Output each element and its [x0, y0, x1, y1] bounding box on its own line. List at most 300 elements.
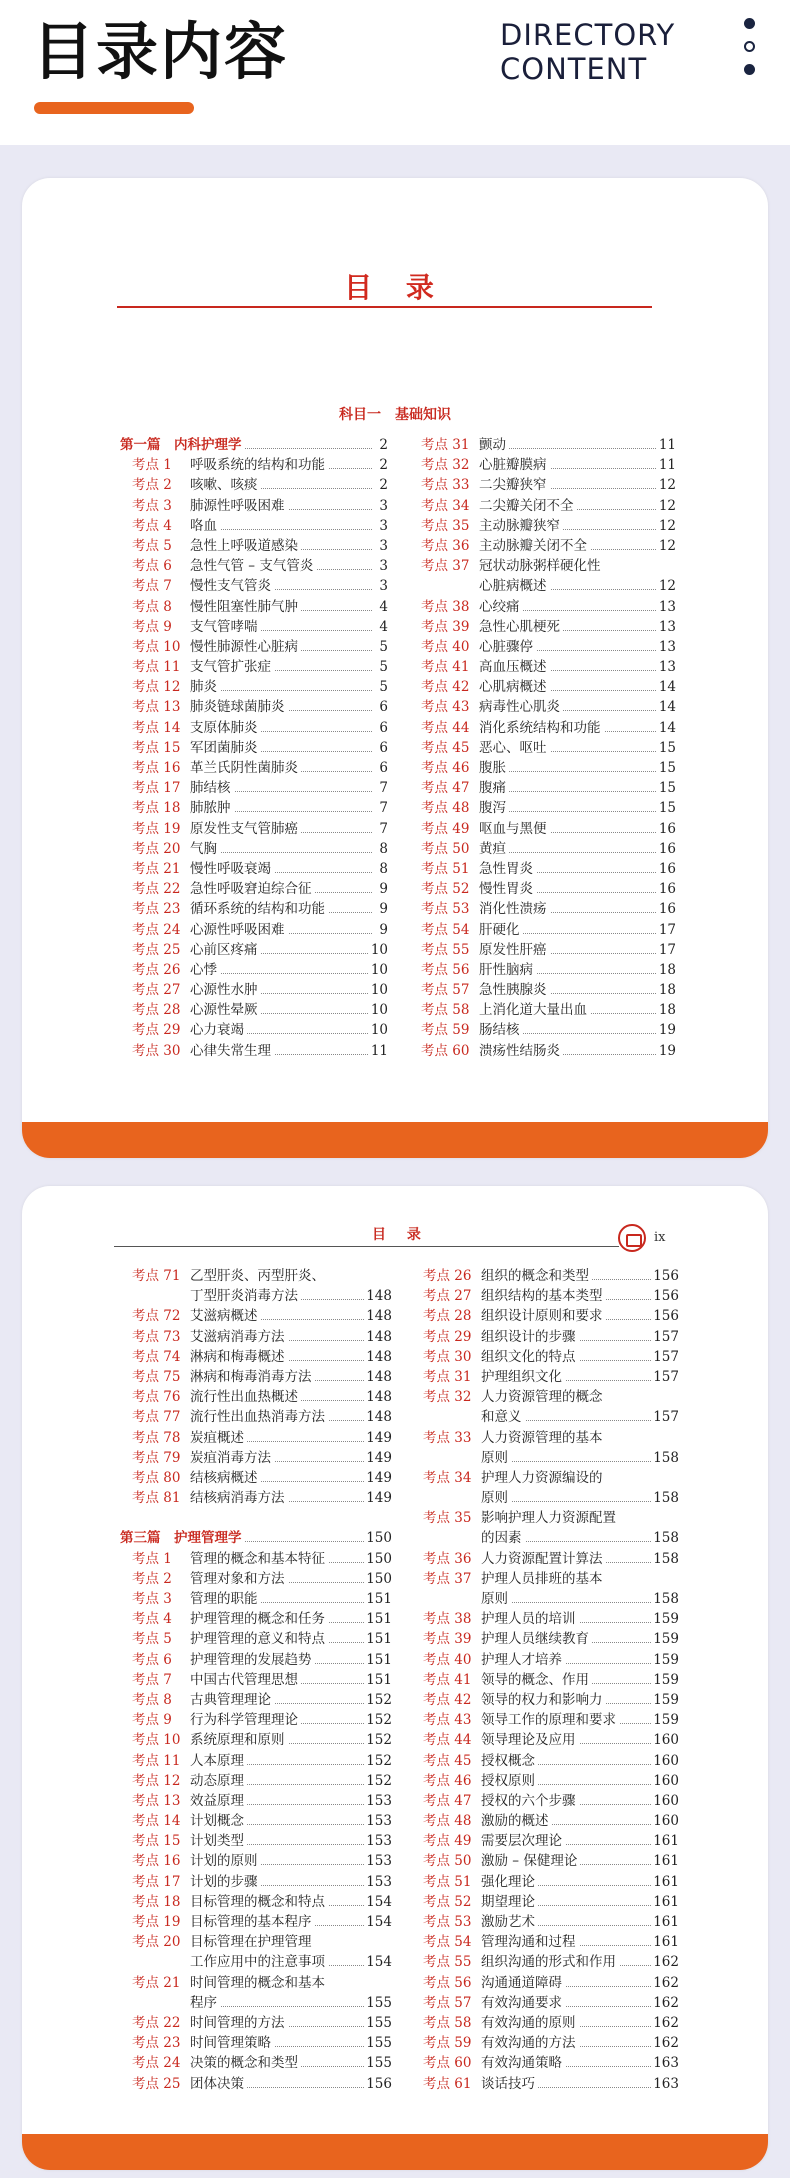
toc-row: [411, 1609, 679, 1629]
toc-topic: 授权概念: [481, 1753, 538, 1769]
toc-row: [409, 576, 676, 596]
toc-topic: 肺炎: [190, 679, 220, 695]
toc-topic: 肠结核: [479, 1022, 523, 1038]
toc-page-number: 157: [651, 1347, 679, 1367]
toc-topic: 呕血与黑便: [479, 821, 550, 837]
toc-page-number: 154: [364, 1952, 392, 1972]
toc-row: [120, 980, 388, 1000]
toc-row: [409, 455, 676, 475]
toc-point-number: 考点 34: [421, 497, 470, 514]
toc-page-number: 15: [657, 758, 676, 778]
toc-row: [120, 1730, 392, 1750]
toc-topic: 内科护理学: [174, 437, 245, 453]
toc-topic: [190, 1510, 193, 1526]
toc-topic: 肺炎链球菌肺炎: [190, 699, 288, 715]
toc-page-number: 160: [651, 1771, 679, 1791]
toc-page-number: 11: [369, 1041, 388, 1061]
toc-row: [120, 1993, 392, 2013]
toc-row: [411, 1710, 679, 1730]
toc-topic: 和意义: [481, 1409, 525, 1425]
toc-point-number: 第三篇: [120, 1530, 161, 1547]
toc-topic: 原发性肝癌: [479, 942, 550, 958]
toc-point-number: 考点 4: [132, 517, 172, 534]
toc-page-number: 148: [364, 1286, 392, 1306]
toc-point-number: 考点 28: [132, 1002, 181, 1019]
toc-page-number: 9: [377, 879, 388, 899]
toc-topic: 时间管理的概念和基本: [190, 1975, 328, 1991]
toc-row: [120, 1609, 392, 1629]
toc-row: [409, 1000, 676, 1020]
toc-page-number: 159: [651, 1629, 679, 1649]
toc-row: [120, 1650, 392, 1670]
toc-topic: 革兰氏阴性菌肺炎: [190, 760, 301, 776]
toc-page-number: 150: [364, 1569, 392, 1589]
toc-topic: 人力资源管理的概念: [481, 1389, 606, 1405]
footer-band: [22, 2134, 768, 2170]
toc-row: [120, 1428, 392, 1448]
toc-point-number: 考点 47: [421, 780, 470, 797]
toc-topic: 炭疽概述: [190, 1430, 247, 1446]
toc-topic: 慢性支气管炎: [190, 578, 274, 594]
toc-row: [120, 1851, 392, 1871]
toc-topic: 支原体肺炎: [190, 720, 261, 736]
toc-page-number: 5: [377, 677, 388, 697]
toc-point-number: 考点 56: [421, 961, 470, 978]
toc-point-number: 考点 8: [132, 598, 172, 615]
toc-page-number: 10: [369, 1000, 388, 1020]
toc-page-number: 10: [369, 940, 388, 960]
toc-topic: 期望理论: [481, 1894, 538, 1910]
toc-topic: 溃疡性结肠炎: [479, 1043, 563, 1059]
toc-point-number: 考点 45: [421, 739, 470, 756]
toc-topic: 工作应用中的注意事项: [190, 1954, 328, 1970]
toc-page-number: 163: [651, 2053, 679, 2073]
toc-row: [120, 940, 388, 960]
toc-topic: 护理管理的意义和特点: [190, 1631, 328, 1647]
toc-topic: 流行性出血热消毒方法: [190, 1409, 328, 1425]
toc-page-number: 151: [364, 1609, 392, 1629]
toc-page-number: 150: [364, 1549, 392, 1569]
toc-page-number: 148: [364, 1387, 392, 1407]
toc-point-number: 考点 18: [132, 1893, 181, 1910]
title-rule: [117, 306, 652, 308]
toc-row: [411, 1650, 679, 1670]
toc-point-number: 考点 31: [421, 437, 470, 453]
toc-page-number: 153: [364, 1831, 392, 1851]
toc-column-right: [411, 1266, 679, 2094]
toc-point-number: 考点 60: [421, 1042, 470, 1059]
toc-point-number: 考点 71: [132, 1268, 181, 1284]
toc-topic: 急性呼吸窘迫综合征: [190, 881, 315, 897]
toc-point-number: 考点 29: [423, 1328, 472, 1345]
toc-row: [411, 1569, 679, 1589]
toc-point-number: 考点 45: [423, 1752, 472, 1769]
toc-point-number: 考点 21: [132, 860, 181, 877]
toc-row: [411, 1347, 679, 1367]
toc-page-number: 156: [651, 1286, 679, 1306]
toc-topic: 领导的权力和影响力: [481, 1692, 606, 1708]
toc-row: [120, 960, 388, 980]
toc-topic: 护理管理的发展趋势: [190, 1652, 315, 1668]
toc-topic: 上消化道大量出血: [479, 1002, 590, 1018]
toc-point-number: 考点 38: [421, 598, 470, 615]
toc-page-number: 6: [377, 697, 388, 717]
toc-row: [120, 637, 388, 657]
toc-topic: 组织结构的基本类型: [481, 1288, 606, 1304]
toc-row: [409, 536, 676, 556]
toc-point-number: 考点 24: [132, 921, 181, 938]
toc-page-number: 151: [364, 1629, 392, 1649]
toc-point-number: 考点 15: [132, 1833, 181, 1850]
toc-row: [120, 697, 388, 717]
toc-page-number: 18: [657, 960, 676, 980]
toc-page-number: 149: [364, 1428, 392, 1448]
toc-point-number: 考点 41: [423, 1671, 472, 1688]
toc-topic: 恶心、呕吐: [479, 740, 550, 756]
toc-page-number: 155: [364, 2013, 392, 2033]
toc-point-number: 考点 13: [132, 699, 181, 716]
toc-page-number: 158: [651, 1528, 679, 1548]
toc-page-number: 151: [364, 1650, 392, 1670]
toc-row: [411, 2033, 679, 2053]
toc-topic: 黄疸: [479, 841, 509, 857]
toc-row: [411, 1993, 679, 2013]
toc-topic: 急性心肌梗死: [479, 619, 563, 635]
toc-point-number: 考点 26: [423, 1268, 472, 1284]
toc-topic: 二尖瓣狭窄: [479, 477, 550, 493]
toc-point-number: 考点 55: [423, 1954, 472, 1971]
toc-row: [411, 2053, 679, 2073]
toc-row: [411, 1851, 679, 1871]
toc-point-number: 考点 39: [423, 1631, 472, 1648]
footer-band: [22, 1122, 768, 1158]
toc-topic: 团体决策: [190, 2076, 247, 2092]
page-number: ix: [654, 1230, 666, 1245]
toc-row: [409, 940, 676, 960]
toc-topic: 组织沟通的形式和作用: [481, 1954, 619, 1970]
toc-point-number: 考点 12: [132, 679, 181, 696]
toc-point-number: 考点 22: [132, 2014, 181, 2031]
toc-row: [120, 758, 388, 778]
toc-point-number: 考点 52: [421, 881, 470, 898]
toc-point-number: 考点 20: [132, 840, 181, 857]
toc-topic: 急性气管 – 支气管炎: [190, 558, 316, 574]
toc-point-number: 考点 80: [132, 1469, 181, 1486]
toc-page-number: 149: [364, 1448, 392, 1468]
toc-topic: 结核病消毒方法: [190, 1490, 288, 1506]
toc-point-number: 考点 44: [423, 1732, 472, 1749]
toc-point-number: 考点 8: [132, 1691, 172, 1708]
toc-point-number: 考点 54: [423, 1934, 472, 1951]
toc-page-number: 11: [657, 435, 676, 455]
toc-topic: 系统原理和原则: [190, 1732, 288, 1748]
toc-page-number: 158: [651, 1488, 679, 1508]
toc-row: [120, 1912, 392, 1932]
toc-topic: 乙型肝炎、丙型肝炎、: [190, 1268, 328, 1284]
toc-row: [411, 1528, 679, 1548]
toc-topic: 原则: [481, 1490, 511, 1506]
toc-row: [120, 819, 388, 839]
toc-point-number: 考点 1: [132, 1550, 172, 1567]
toc-page-number: 10: [369, 960, 388, 980]
toc-row: [409, 920, 676, 940]
toc-page-number: 162: [651, 1973, 679, 1993]
toc-point-number: 考点 51: [421, 860, 470, 877]
toc-topic: 慢性阻塞性肺气肿: [190, 599, 301, 615]
toc-page-number: 13: [657, 597, 676, 617]
toc-page-number: 15: [657, 778, 676, 798]
toc-row: [409, 677, 676, 697]
toc-topic: 呼吸系统的结构和功能: [190, 457, 328, 473]
toc-page-number: 159: [651, 1710, 679, 1730]
toc-point-number: 考点 27: [423, 1288, 472, 1305]
toc-page-number: 160: [651, 1791, 679, 1811]
toc-page-number: 3: [377, 516, 388, 536]
toc-point-number: 考点 42: [423, 1691, 472, 1708]
toc-page-number: 160: [651, 1811, 679, 1831]
toc-row: [409, 718, 676, 738]
toc-row: [409, 960, 676, 980]
toc-row: [411, 1387, 679, 1407]
toc-topic: 计划的步骤: [190, 1874, 261, 1890]
toc-point-number: 考点 28: [423, 1308, 472, 1325]
toc-page-number: 18: [657, 1000, 676, 1020]
toc-row: [411, 1286, 679, 1306]
toc-row: [120, 1629, 392, 1649]
toc-topic: 行为科学管理理论: [190, 1712, 301, 1728]
toc-page-number: 149: [364, 1468, 392, 1488]
toc-page-number: 152: [364, 1751, 392, 1771]
subject-heading: 科目一 基础知识: [339, 407, 451, 423]
toc-point-number: 考点 34: [423, 1469, 472, 1486]
toc-point-number: 考点 38: [423, 1611, 472, 1628]
toc-row: [411, 1730, 679, 1750]
toc-point-number: 考点 31: [423, 1368, 472, 1385]
toc-topic: 组织的概念和类型: [481, 1268, 592, 1284]
toc-topic: 沟通通道障碍: [481, 1975, 565, 1991]
toc-point-number: 考点 76: [132, 1389, 181, 1406]
toc-row: [120, 576, 388, 596]
toc-section-row: [120, 1528, 392, 1548]
toc-page-number: 148: [364, 1347, 392, 1367]
toc-topic: 护理人才培养: [481, 1652, 565, 1668]
toc-row: [411, 2074, 679, 2094]
toc-page-number: 161: [651, 1892, 679, 1912]
toc-point-number: 考点 32: [421, 457, 470, 474]
toc-topic: 激励艺术: [481, 1914, 538, 1930]
book-icon: [618, 1224, 646, 1252]
toc-page-number: 4: [377, 617, 388, 637]
toc-row: [120, 556, 388, 576]
toc-topic: 有效沟通策略: [481, 2055, 565, 2071]
toc-point-number: 考点 25: [132, 941, 181, 958]
toc-page-number: 12: [657, 516, 676, 536]
toc-point-number: 考点 23: [132, 901, 181, 918]
toc-column-right: [409, 435, 676, 1061]
toc-topic: 腹痛: [479, 780, 509, 796]
toc-topic: 管理对象和方法: [190, 1571, 288, 1587]
english-title-line2: CONTENT: [500, 52, 648, 86]
toc-topic: 激励的概述: [481, 1813, 552, 1829]
header-bar: [0, 0, 790, 145]
toc-point-number: 考点 53: [421, 901, 470, 918]
toc-topic: 慢性胃炎: [479, 881, 536, 897]
toc-topic: 慢性肺源性心脏病: [190, 639, 301, 655]
toc-point-number: 考点 14: [132, 719, 181, 736]
toc-row: [120, 859, 388, 879]
toc-point-number: 考点 35: [423, 1510, 472, 1527]
toc-row: [120, 1549, 392, 1569]
toc-point-number: 考点 40: [423, 1651, 472, 1668]
toc-topic: 支气管扩张症: [190, 659, 274, 675]
toc-row: [120, 1000, 388, 1020]
toc-page-number: 15: [657, 798, 676, 818]
toc-point-number: 考点 56: [423, 1974, 472, 1991]
toc-topic: 心律失常生理: [190, 1043, 274, 1059]
toc-row: [411, 1771, 679, 1791]
toc-topic: 组织文化的特点: [481, 1349, 579, 1365]
toc-topic: 原则: [481, 1450, 511, 1466]
toc-topic: 古典管理理论: [190, 1692, 274, 1708]
toc-point-number: 考点 39: [421, 618, 470, 635]
toc-page-number: 154: [364, 1912, 392, 1932]
toc-page-number: 13: [657, 617, 676, 637]
toc-row: [120, 798, 388, 818]
toc-page-number: 148: [364, 1327, 392, 1347]
toc-page-number: 149: [364, 1488, 392, 1508]
toc-point-number: 考点 60: [423, 2055, 472, 2072]
toc-point-number: 考点 5: [132, 1631, 172, 1648]
toc-point-number: 考点 26: [132, 961, 181, 978]
english-title: [500, 18, 675, 86]
toc-row: [120, 839, 388, 859]
toc-row: [409, 839, 676, 859]
toc-row: [120, 1751, 392, 1771]
toc-page-number: 14: [657, 677, 676, 697]
toc-page-number: 158: [651, 1589, 679, 1609]
toc-row: [120, 1952, 392, 1972]
toc-row: [120, 1973, 392, 1993]
toc-row: [411, 1549, 679, 1569]
toc-topic: 原则: [481, 1591, 511, 1607]
toc-topic: 肺结核: [190, 780, 234, 796]
toc-point-number: 考点 9: [132, 618, 172, 635]
toc-point-number: 考点 7: [132, 1671, 172, 1688]
toc-point-number: 考点 19: [132, 820, 181, 837]
toc-page-number: 16: [657, 819, 676, 839]
toc-row: [409, 778, 676, 798]
toc-topic: 护理人员排班的基本: [481, 1571, 606, 1587]
toc-topic: 激励 – 保健理论: [481, 1853, 580, 1869]
toc-topic: 心脏病概述: [479, 578, 550, 594]
toc-page-number: 158: [651, 1448, 679, 1468]
toc-topic: 心绞痛: [479, 599, 523, 615]
toc-row: [411, 1952, 679, 1972]
toc-page-number: 148: [364, 1306, 392, 1326]
toc-row: [120, 1286, 392, 1306]
toc-page-number: 13: [657, 657, 676, 677]
page-title: 目录内容: [32, 15, 289, 88]
toc-topic: 原发性支气管肺癌: [190, 821, 301, 837]
toc-row: [120, 1266, 392, 1286]
toc-point-number: 考点 50: [423, 1853, 472, 1870]
toc-row: [120, 1347, 392, 1367]
toc-topic: 护理管理学: [174, 1530, 245, 1546]
toc-topic: 肺脓肿: [190, 800, 234, 816]
toc-point-number: 第一篇: [120, 437, 161, 453]
toc-point-number: 考点 53: [423, 1914, 472, 1930]
toc-row: [120, 617, 388, 637]
toc-point-number: 考点 32: [423, 1389, 472, 1406]
toc-page-number: 6: [377, 718, 388, 738]
toc-page-number: 3: [377, 536, 388, 556]
toc-point-number: 考点 4: [132, 1611, 172, 1628]
toc-row: [120, 879, 388, 899]
toc-topic: 护理人力资源编设的: [481, 1470, 606, 1486]
toc-page-number: 7: [377, 778, 388, 798]
toc-topic: 人力资源配置计算法: [481, 1551, 606, 1567]
toc-page-number: 151: [364, 1670, 392, 1690]
running-header-rule: [114, 1246, 619, 1247]
toc-page-number: 12: [657, 496, 676, 516]
toc-page-number: 159: [651, 1690, 679, 1710]
toc-topic: 有效沟通要求: [481, 1995, 565, 2011]
toc-page-number: 152: [364, 1690, 392, 1710]
toc-row: [409, 697, 676, 717]
toc-row: [411, 1973, 679, 1993]
toc-topic: 人本原理: [190, 1753, 247, 1769]
toc-page-number: 156: [364, 2074, 392, 2094]
toc-page-number: 154: [364, 1892, 392, 1912]
toc-topic: 心前区疼痛: [190, 942, 261, 958]
toc-point-number: 考点 75: [132, 1368, 181, 1385]
toc-topic: 主动脉瓣狭窄: [479, 518, 563, 534]
toc-row: [120, 778, 388, 798]
toc-point-number: 考点 20: [132, 1934, 181, 1951]
toc-point-number: 考点 2: [132, 1570, 172, 1587]
toc-row: [120, 1690, 392, 1710]
toc-row: [120, 516, 388, 536]
toc-point-number: 考点 7: [132, 578, 172, 595]
toc-point-number: 考点 58: [423, 2014, 472, 2031]
toc-row: [411, 1306, 679, 1326]
toc-point-number: 考点 30: [132, 1042, 181, 1059]
toc-page-number: 9: [377, 899, 388, 919]
toc-page-number: 162: [651, 2033, 679, 2053]
toc-row: [120, 1448, 392, 1468]
toc-point-number: 考点 79: [132, 1449, 181, 1466]
toc-point-number: 考点 21: [132, 1974, 181, 1991]
dot-icon: [744, 41, 755, 52]
toc-row: [120, 1407, 392, 1427]
toc-point-number: 考点 43: [423, 1712, 472, 1729]
toc-page-number: 2: [377, 455, 388, 475]
toc-topic: 心力衰竭: [190, 1022, 247, 1038]
toc-row: [120, 1589, 392, 1609]
toc-point-number: 考点 30: [423, 1348, 472, 1365]
toc-page-number: 2: [377, 475, 388, 495]
toc-page-number: 3: [377, 576, 388, 596]
toc-topic: 有效沟通的原则: [481, 2015, 579, 2031]
toc-topic: 军团菌肺炎: [190, 740, 261, 756]
toc-topic: 肝性脑病: [479, 962, 536, 978]
toc-row: [120, 1710, 392, 1730]
toc-row: [120, 536, 388, 556]
toc-point-number: 考点 40: [421, 638, 470, 655]
toc-row: [411, 1831, 679, 1851]
toc-topic: 消化系统结构和功能: [479, 720, 604, 736]
toc-topic: 目标管理在护理管理: [190, 1934, 315, 1950]
